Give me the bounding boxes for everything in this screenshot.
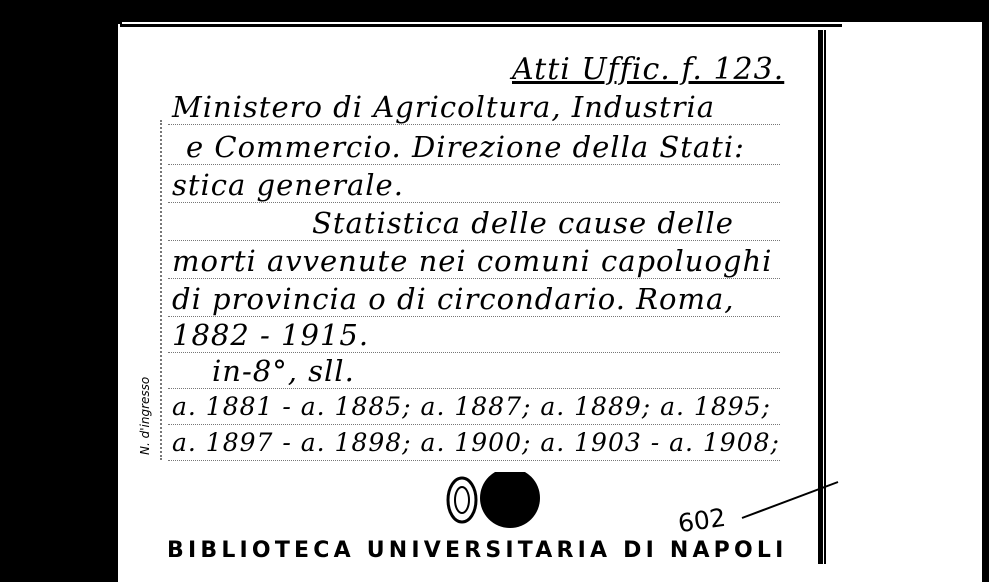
card-line-2: e Commercio. Direzione della Stati:	[186, 130, 745, 164]
ruled-line	[168, 202, 780, 203]
card-top-rule	[120, 24, 842, 27]
ruled-line	[168, 124, 780, 125]
pencil-number: 602	[676, 502, 728, 539]
card-line-5: morti avvenute nei comuni capoluoghi	[172, 244, 773, 278]
ruled-line	[168, 278, 780, 279]
shelfmark: Atti Uffic. f. 123.	[512, 52, 785, 87]
ruled-line	[168, 388, 780, 389]
scan-border-right	[982, 0, 989, 582]
card-line-7: 1882 - 1915.	[172, 318, 370, 352]
ruled-line	[168, 164, 780, 165]
ruled-line	[168, 460, 780, 461]
scan-border-left	[0, 0, 122, 582]
card-line-9: a. 1881 - a. 1885; a. 1887; a. 1889; a. 1895;	[172, 392, 771, 421]
library-stamp	[440, 472, 560, 532]
ruled-line	[168, 240, 780, 241]
margin-guide	[160, 120, 162, 460]
library-footer: BIBLIOTECA UNIVERSITARIA DI NAPOLI	[167, 538, 788, 563]
card-line-3: stica generale.	[172, 168, 404, 202]
ruled-line	[168, 352, 780, 353]
scan-border-top	[122, 0, 989, 22]
card-line-10: a. 1897 - a. 1898; a. 1900; a. 1903 - a. 1908;	[172, 428, 780, 457]
ruled-line	[168, 424, 780, 425]
card-line-4: Statistica delle cause delle	[312, 206, 734, 240]
card-left-edge	[113, 24, 117, 582]
card-line-8: in-8°, sll.	[212, 354, 355, 388]
card-line-6: di provincia o di circondario. Roma,	[172, 282, 735, 316]
card-line-1: Ministero di Agricoltura, Industria	[172, 90, 716, 124]
ingresso-label: N. d'ingresso	[138, 376, 152, 455]
pencil-stroke	[740, 480, 840, 520]
ruled-line	[168, 316, 780, 317]
